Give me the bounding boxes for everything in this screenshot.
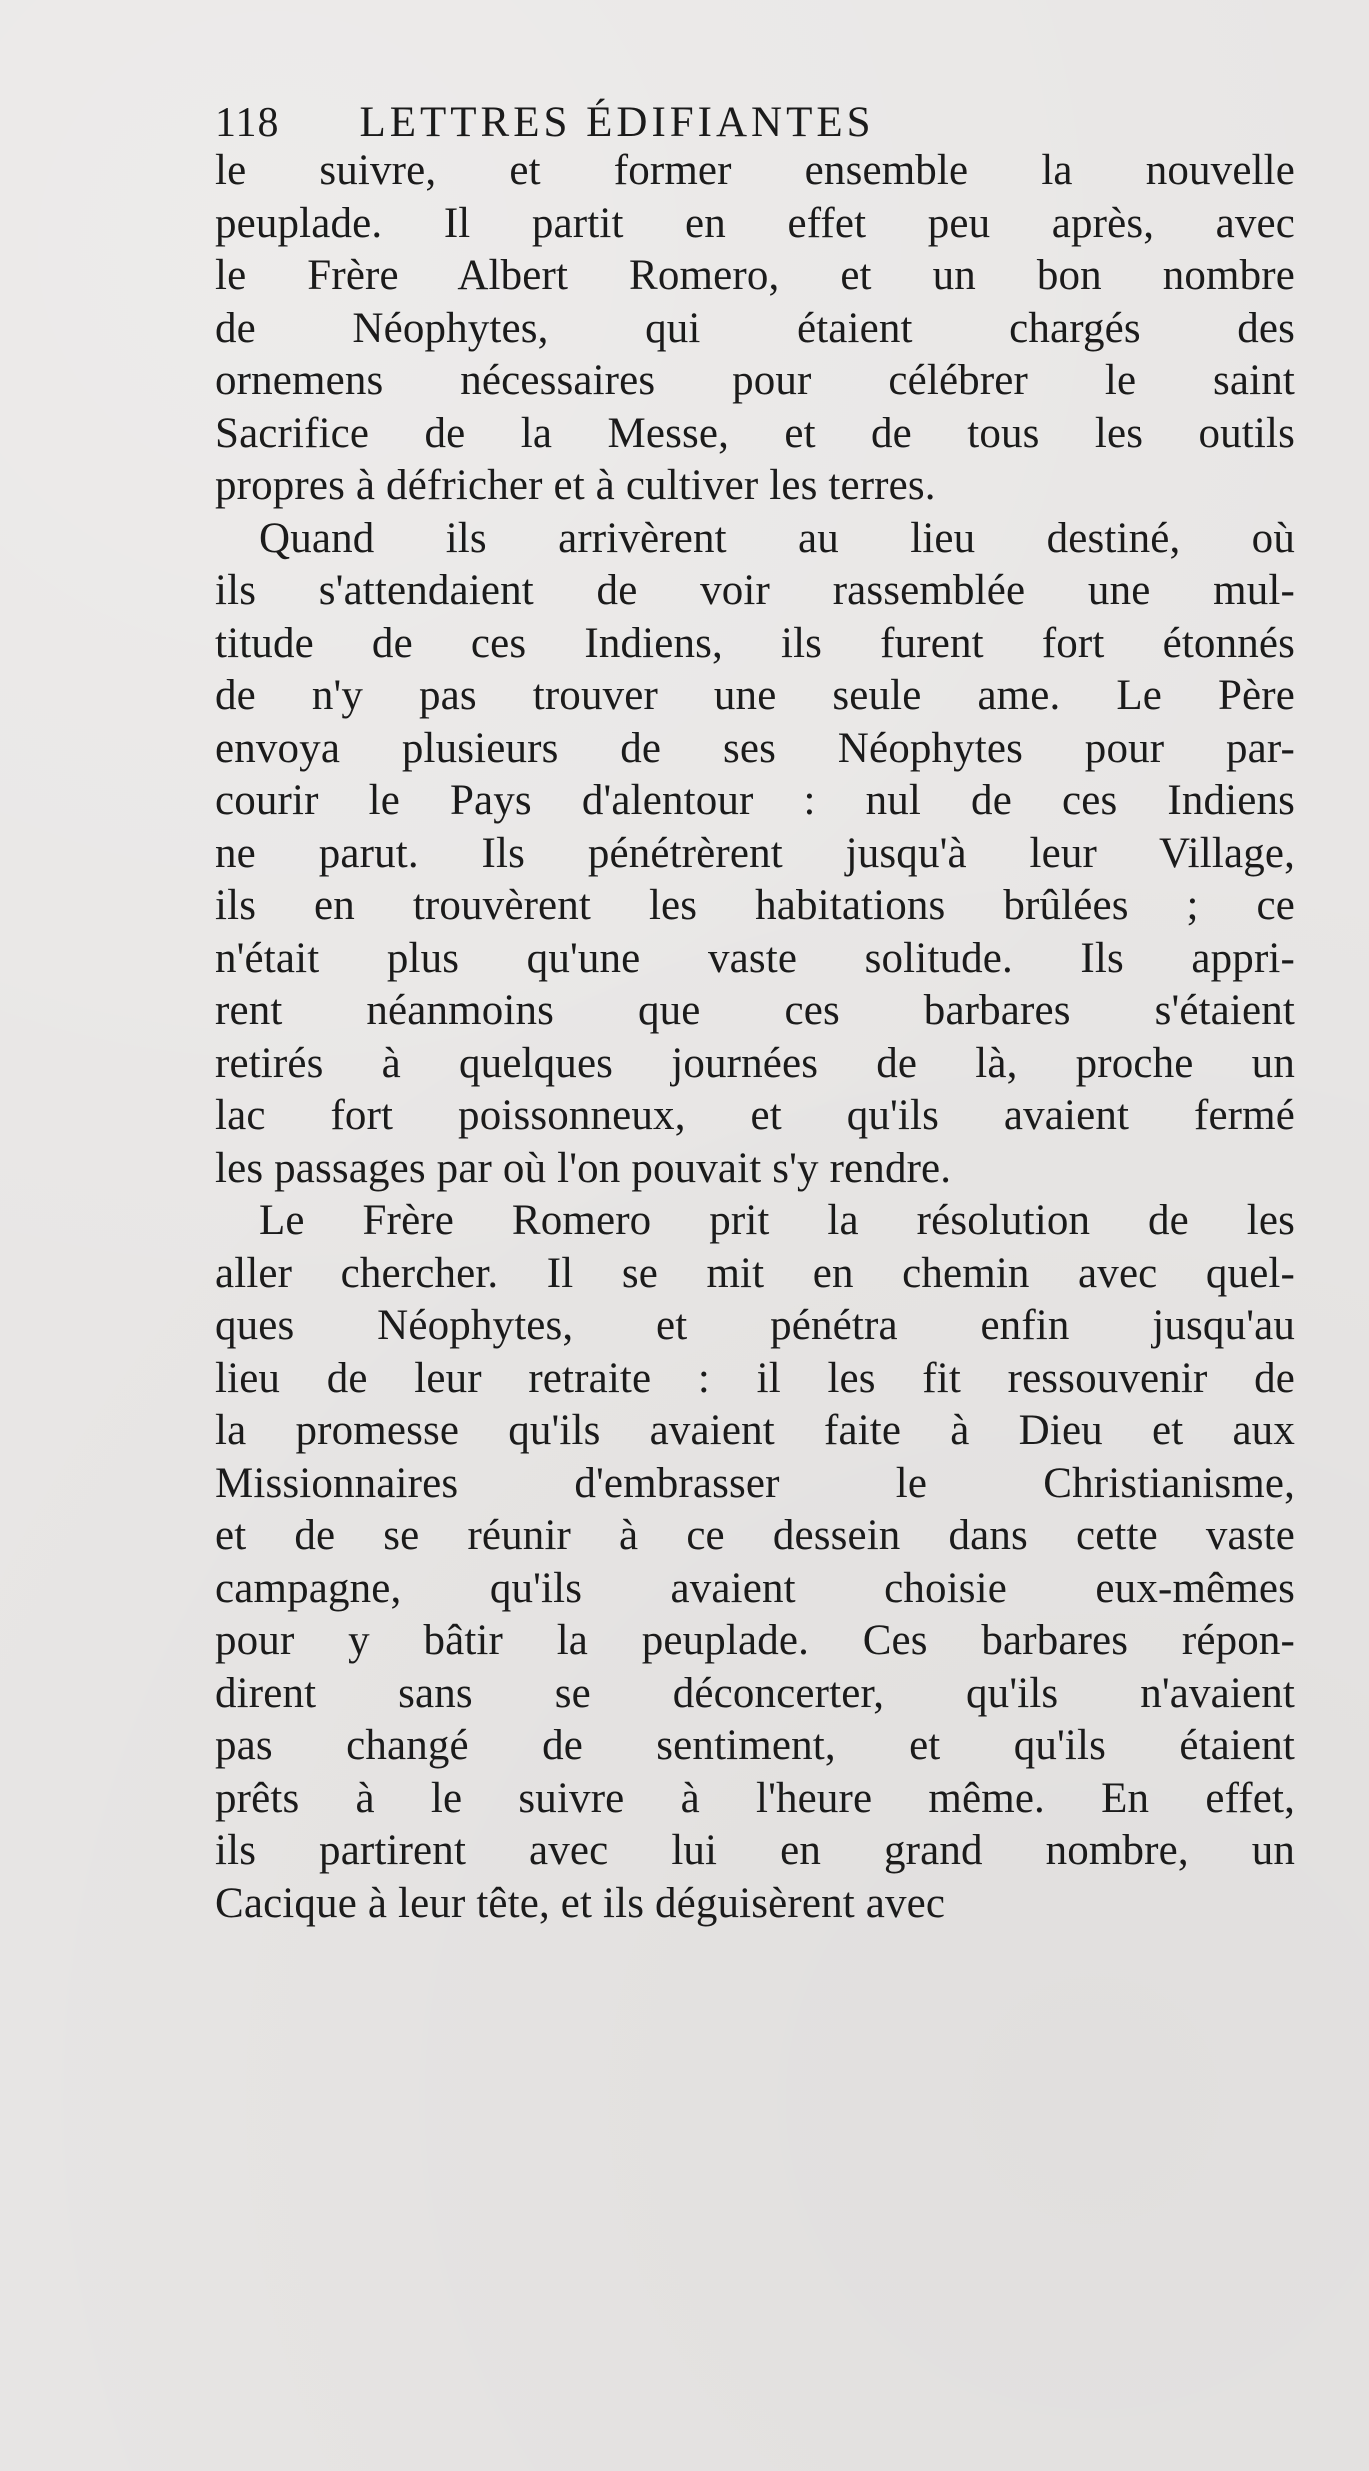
text-line: pas changé de sentiment, et qu'ils étaient xyxy=(215,1722,1295,1769)
text-line: les passages par où l'on pouvait s'y rendre. xyxy=(215,1144,952,1192)
text-line: lac fort poissonneux, et qu'ils avaient fermé xyxy=(215,1092,1295,1139)
running-head xyxy=(215,98,1335,148)
text-line: Quand ils arrivèrent au lieu destiné, où xyxy=(259,514,1295,562)
text-line: Missionnaires d'embrasser le Christianisme, xyxy=(215,1459,1295,1507)
text-line: de n'y pas trouver une seule ame. Le Père xyxy=(215,672,1295,719)
text-line: ils s'attendaient de voir rassemblée une mul- xyxy=(215,567,1295,614)
text-line: n'était plus qu'une vaste solitude. Ils appri- xyxy=(215,934,1295,982)
text-line: ques Néophytes, et pénétra enfin jusqu'au xyxy=(215,1302,1295,1349)
text-line: retirés à quelques journées de là, proche un xyxy=(215,1039,1295,1087)
text-line: Le Frère Romero prit la résolution de les xyxy=(259,1197,1295,1244)
paragraph-3 xyxy=(215,1195,1295,1930)
text-line: peuplade. Il partit en effet peu après, avec xyxy=(215,199,1295,247)
paragraph-2 xyxy=(215,513,1295,1196)
text-line: ils partirent avec lui en grand nombre, un xyxy=(215,1827,1295,1874)
text-line: le suivre, et former ensemble la nouvelle xyxy=(215,147,1295,194)
text-line: pour y bâtir la peuplade. Ces barbares répon- xyxy=(215,1617,1295,1664)
text-line: ne parut. Ils pénétrèrent jusqu'à leur Village, xyxy=(215,829,1295,877)
text-line: lieu de leur retraite : il les fit ressouvenir de xyxy=(215,1354,1295,1402)
text-line: envoya plusieurs de ses Néophytes pour par- xyxy=(215,724,1295,772)
text-line: propres à défricher et à cultiver les terres. xyxy=(215,462,936,509)
text-line: dirent sans se déconcerter, qu'ils n'avaient xyxy=(215,1669,1295,1717)
text-line: campagne, qu'ils avaient choisie eux-mêmes xyxy=(215,1564,1295,1612)
running-title: LETTRES ÉDIFIANTES xyxy=(359,99,875,146)
text-line: ornemens nécessaires pour célébrer le saint xyxy=(215,357,1295,404)
text-line: Cacique à leur tête, et ils déguisèrent avec xyxy=(215,1879,946,1927)
paragraph-1 xyxy=(215,145,1295,513)
page-number: 118 xyxy=(215,100,280,146)
text-line: de Néophytes, qui étaient chargés des xyxy=(215,304,1295,352)
text-line: aller chercher. Il se mit en chemin avec quel- xyxy=(215,1249,1295,1297)
text-line: et de se réunir à ce dessein dans cette vaste xyxy=(215,1512,1295,1559)
text-line: la promesse qu'ils avaient faite à Dieu et aux xyxy=(215,1407,1295,1454)
text-line: rent néanmoins que ces barbares s'étaient xyxy=(215,987,1295,1034)
text-line: ils en trouvèrent les habitations brûlées ; ce xyxy=(215,882,1295,929)
text-line: Sacrifice de la Messe, et de tous les outils xyxy=(215,409,1295,457)
text-line: titude de ces Indiens, ils furent fort étonnés xyxy=(215,619,1295,667)
text-line: prêts à le suivre à l'heure même. En effet, xyxy=(215,1774,1295,1822)
main-text xyxy=(215,145,1295,1930)
text-line: le Frère Albert Romero, et un bon nombre xyxy=(215,252,1295,299)
text-line: courir le Pays d'alentour : nul de ces Indiens xyxy=(215,777,1295,824)
